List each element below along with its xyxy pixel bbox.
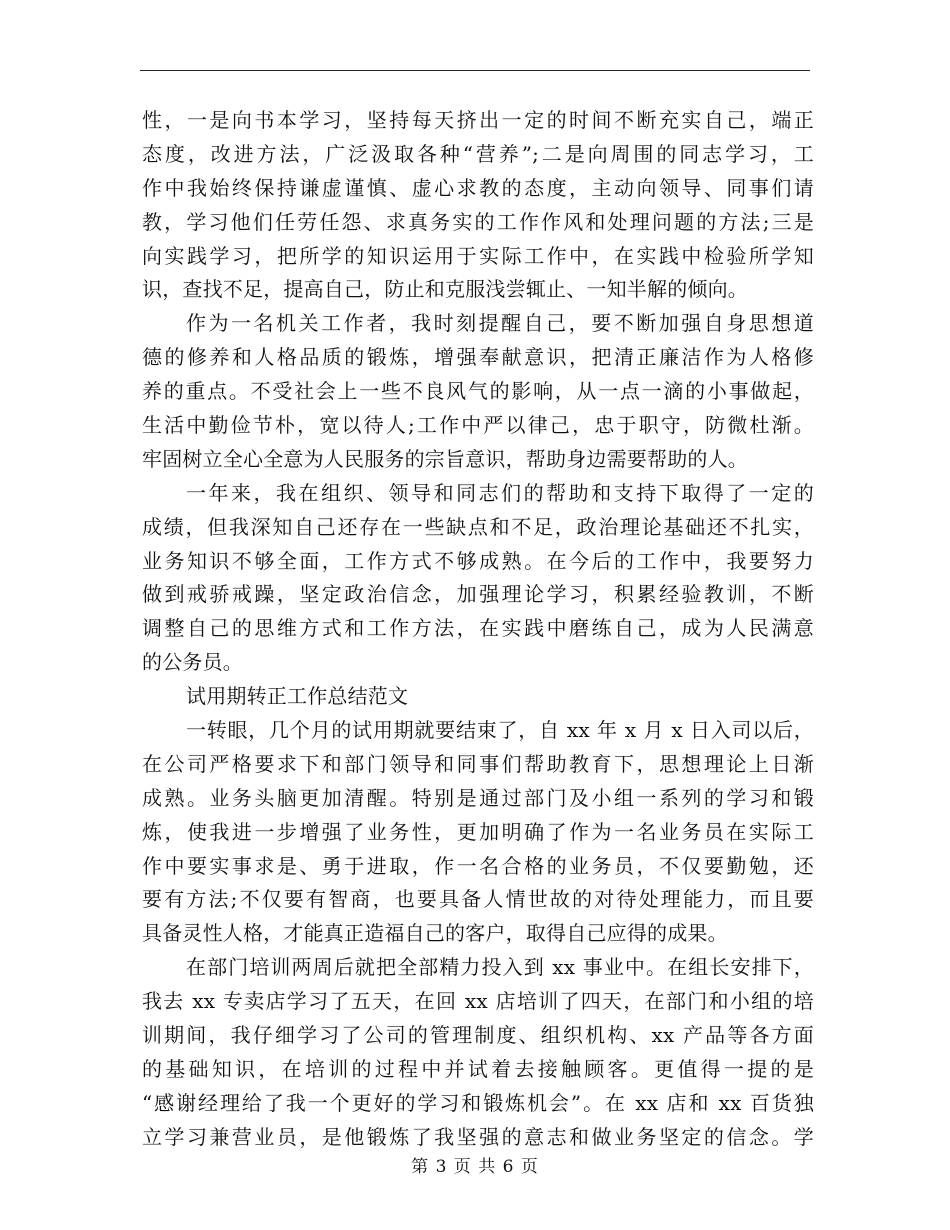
text-line: 在部门培训两周后就把全部精力投入到 xx 事业中。在组长安排下， [186,955,814,980]
document-body [142,104,814,1155]
text-line: 德的修养和人格品质的锻炼，增强奉献意识，把清正廉洁作为人格修 [142,345,814,370]
text-line: 要有方法;不仅要有智商，也要具备人情世故的对待处理能力，而且要 [142,887,814,912]
text-line: 的公务员。 [142,650,243,675]
text-line: 在公司严格要求下和部门领导和同事们帮助教育下，思想理论上日渐 [142,751,814,776]
text-line: 一年来，我在组织、领导和同志们的帮助和支持下取得了一定的 [186,480,814,505]
text-line: 业务知识不够全面，工作方式不够成熟。在今后的工作中，我要努力 [142,548,814,573]
text-line: 作为一名机关工作者，我时刻提醒自己，要不断加强自身思想道 [186,311,814,336]
text-line: 立学习兼营业员，是他锻炼了我坚强的意志和做业务坚定的信念。学 [142,1124,814,1149]
text-line: 具备灵性人格，才能真正造福自己的客户，取得自己应得的成果。 [142,921,728,946]
text-line: 我去 xx 专卖店学习了五天，在回 xx 店培训了四天，在部门和小组的培 [142,989,814,1014]
text-line: 炼，使我进一步增强了业务性，更加明确了作为一名业务员在实际工 [142,819,814,844]
text-line: 向实践学习，把所学的知识运用于实际工作中，在实践中检验所学知 [142,243,814,268]
text-line: 教，学习他们任劳任怨、求真务实的工作作风和处理问题的方法;三是 [142,209,814,234]
text-line: 调整自己的思维方式和工作方法，在实践中磨练自己，成为人民满意 [142,616,814,641]
text-line: 做到戒骄戒躁，坚定政治信念，加强理论学习，积累经验教训，不断 [142,582,814,607]
text-line: 态度，改进方法，广泛汲取各种“营养”;二是向周围的同志学习，工 [142,141,814,166]
text-line: 试用期转正工作总结范文 [186,684,409,709]
text-line: 一转眼，几个月的试用期就要结束了，自 xx 年 x 月 x 日入司以后， [186,718,814,743]
header-rule [140,70,810,71]
text-line: 训期间，我仔细学习了公司的管理制度、组织机构、xx 产品等各方面 [142,1023,814,1048]
text-line: 的基础知识，在培训的过程中并试着去接触顾客。更值得一提的是 [142,1056,814,1081]
text-line: 养的重点。不受社会上一些不良风气的影响，从一点一滴的小事做起， [142,379,814,404]
text-line: 识，查找不足，提高自己，防止和克服浅尝辄止、一知半解的倾向。 [142,277,748,302]
text-line: 牢固树立全心全意为人民服务的宗旨意识，帮助身边需要帮助的人。 [142,446,748,471]
text-line: “感谢经理给了我一个更好的学习和锻炼机会”。在 xx 店和 xx 百货独 [142,1090,814,1115]
text-line: 作中要实事求是、勇于进取，作一名合格的业务员，不仅要勤勉，还 [142,853,814,878]
page-number-footer: 第 3 页 共 6 页 [411,1157,539,1177]
text-line: 性，一是向书本学习，坚持每天挤出一定的时间不断充实自己，端正 [142,108,814,132]
text-line: 生活中勤俭节朴，宽以待人;工作中严以律己，忠于职守，防微杜渐。 [142,413,814,438]
text-line: 成绩，但我深知自己还存在一些缺点和不足，政治理论基础还不扎实， [142,514,814,539]
text-line: 作中我始终保持谦虚谨慎、虚心求教的态度，主动向领导、同事们请 [142,175,814,200]
text-line: 成熟。业务头脑更加清醒。特别是通过部门及小组一系列的学习和锻 [142,785,814,810]
